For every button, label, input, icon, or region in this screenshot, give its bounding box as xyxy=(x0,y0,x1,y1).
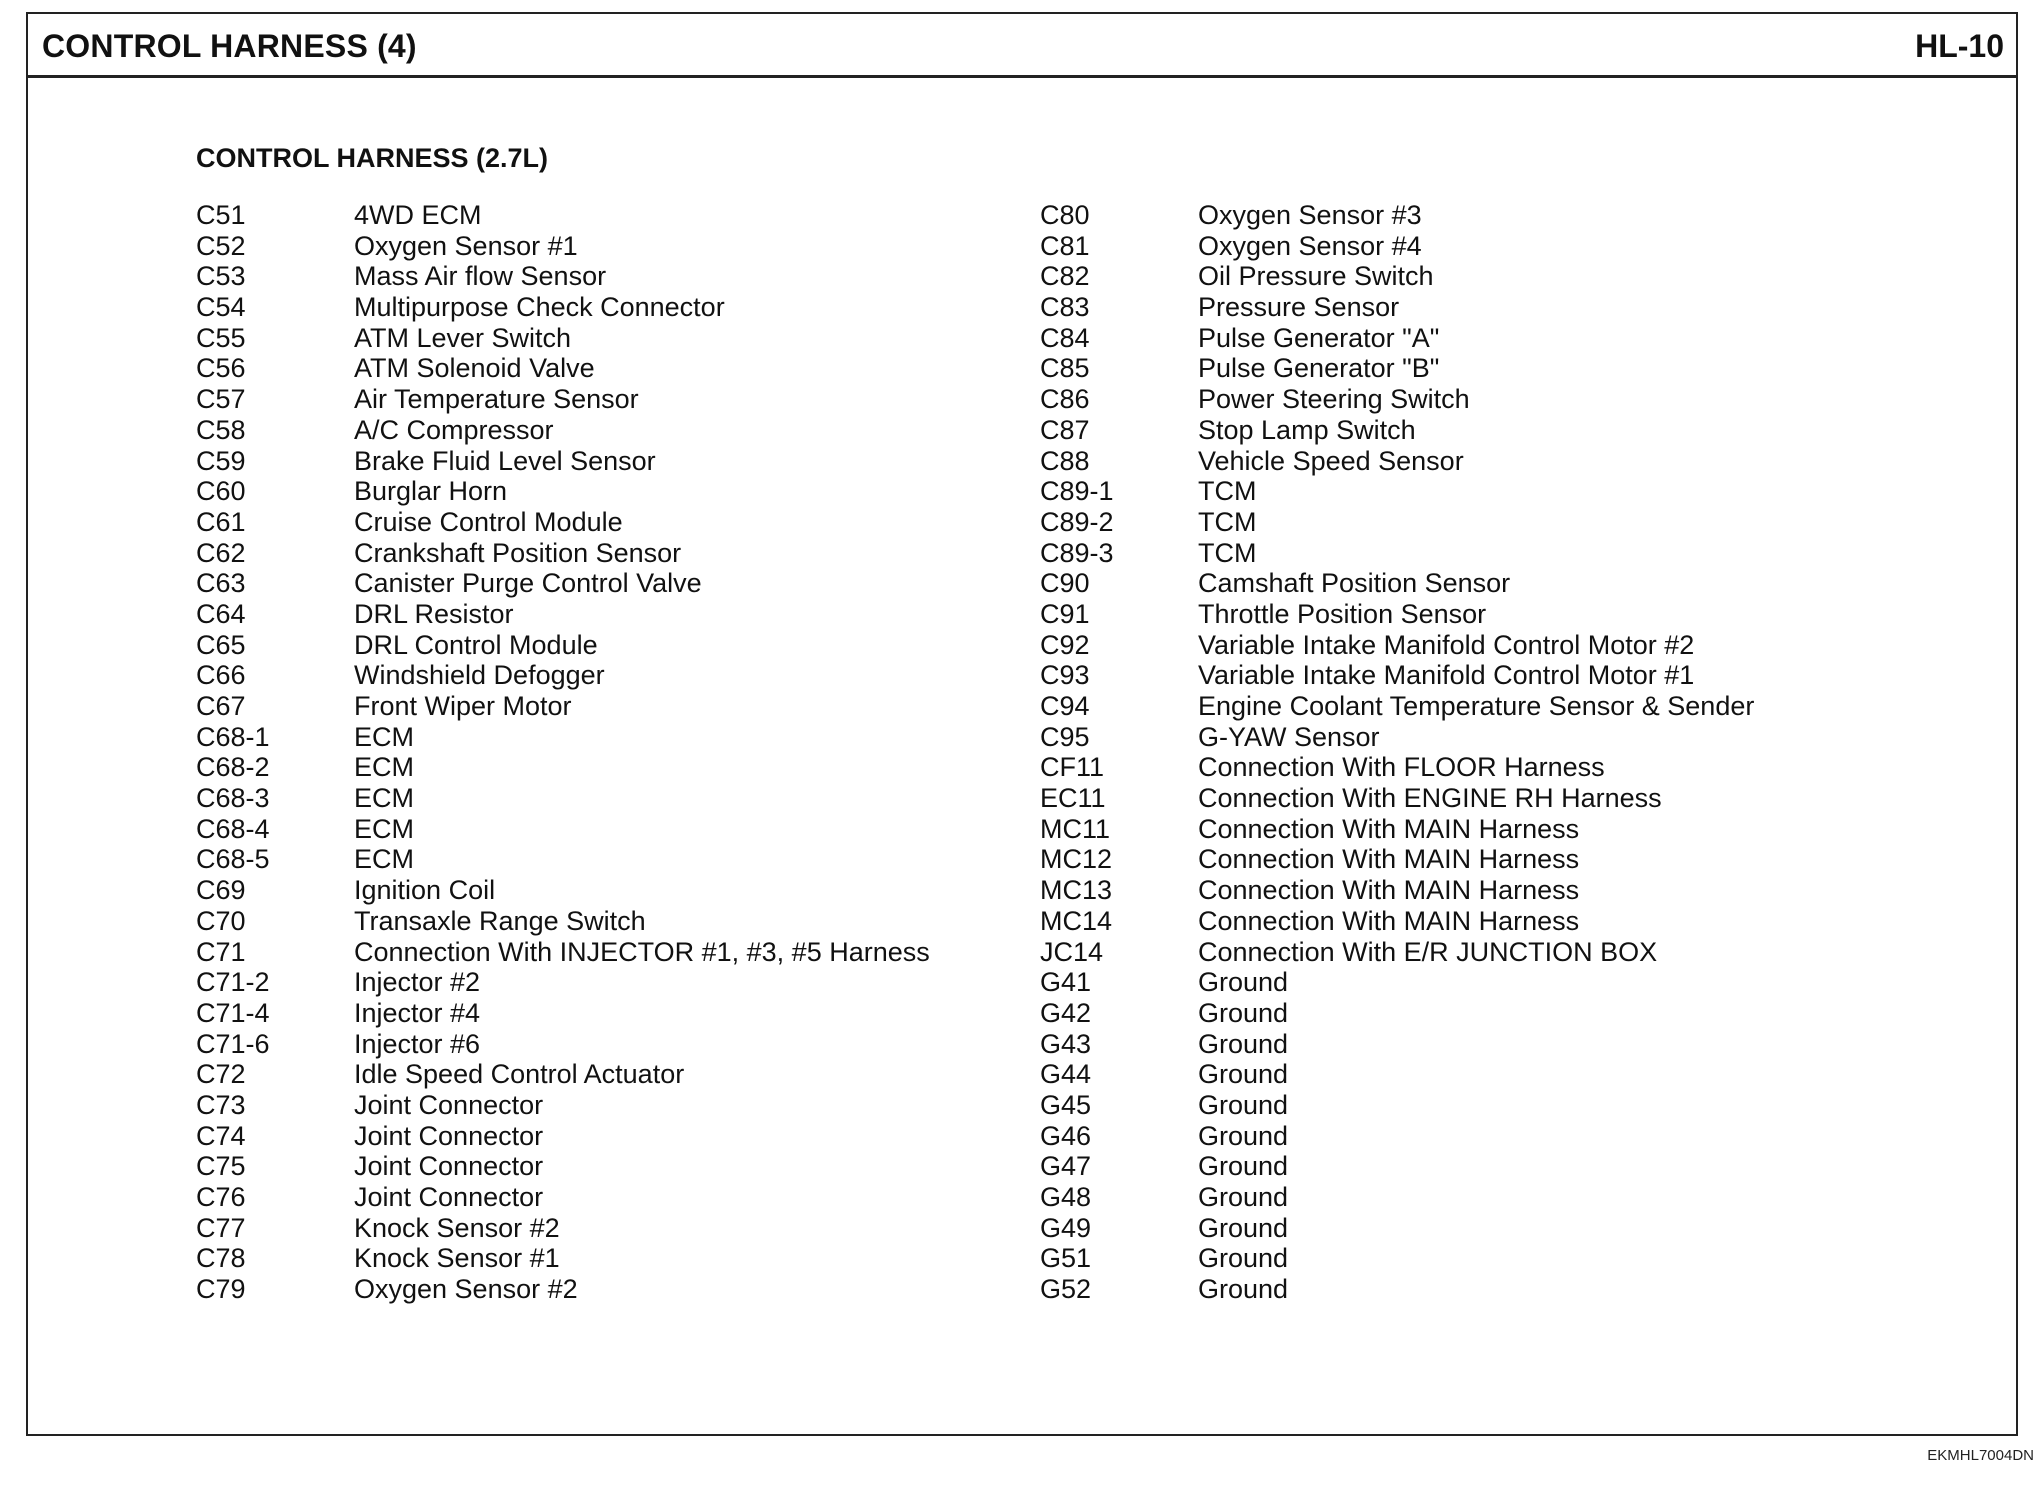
connector-description: Ignition Coil xyxy=(354,875,496,906)
connector-code: C90 xyxy=(1040,568,1090,599)
connector-description: Vehicle Speed Sensor xyxy=(1198,445,1464,476)
connector-code: G45 xyxy=(1040,1089,1092,1120)
connector-code: C54 xyxy=(196,292,246,323)
connector-description: Ground xyxy=(1198,997,1289,1028)
connector-code: C86 xyxy=(1040,384,1090,415)
connector-row xyxy=(1040,967,1754,998)
connector-description: Oil Pressure Switch xyxy=(1198,261,1434,292)
connector-row xyxy=(1040,1090,1754,1121)
connector-code: C92 xyxy=(1040,629,1090,660)
connector-code: C68-4 xyxy=(196,813,270,844)
connector-description: ECM xyxy=(354,844,414,875)
connector-row xyxy=(196,906,930,937)
connector-row xyxy=(196,507,930,538)
connector-row xyxy=(1040,660,1754,691)
connector-row xyxy=(1040,1243,1754,1274)
connector-row xyxy=(196,1182,930,1213)
connector-row xyxy=(196,967,930,998)
connector-row xyxy=(196,200,930,231)
connector-code: G42 xyxy=(1040,997,1092,1028)
connector-code: C61 xyxy=(196,506,246,537)
connector-row xyxy=(196,722,930,753)
connector-row xyxy=(1040,292,1754,323)
connector-row xyxy=(196,630,930,661)
connector-row xyxy=(196,292,930,323)
connector-row xyxy=(196,568,930,599)
connector-row xyxy=(196,783,930,814)
connector-row xyxy=(196,875,930,906)
connector-row xyxy=(196,323,930,354)
connector-code: C69 xyxy=(196,875,246,906)
connector-description: Connection With INJECTOR #1, #3, #5 Harness xyxy=(354,936,930,967)
connector-row xyxy=(1040,538,1754,569)
connector-description: Injector #6 xyxy=(354,1028,481,1059)
connector-code: C58 xyxy=(196,414,246,445)
connector-description: Connection With ENGINE RH Harness xyxy=(1198,783,1662,814)
connector-row xyxy=(196,1243,930,1274)
connector-row xyxy=(196,261,930,292)
connector-code: CF11 xyxy=(1040,752,1105,783)
connector-row xyxy=(1040,568,1754,599)
connector-code: C77 xyxy=(196,1212,246,1243)
connector-description: Pressure Sensor xyxy=(1198,292,1400,323)
connector-code: G41 xyxy=(1040,967,1092,998)
connector-row xyxy=(1040,200,1754,231)
section-title: CONTROL HARNESS (2.7L) xyxy=(196,143,549,173)
connector-row xyxy=(196,353,930,384)
connector-row xyxy=(1040,1274,1754,1305)
connector-description: Ground xyxy=(1198,1120,1289,1151)
connector-description: A/C Compressor xyxy=(354,414,554,445)
connector-description: Ground xyxy=(1198,1151,1289,1182)
connector-description: Variable Intake Manifold Control Motor #1 xyxy=(1198,660,1695,691)
connector-row xyxy=(1040,906,1754,937)
connector-description: Windshield Defogger xyxy=(354,660,605,691)
connector-row xyxy=(196,599,930,630)
connector-description: Front Wiper Motor xyxy=(354,691,572,721)
connector-description: ECM xyxy=(354,813,414,844)
connector-description: Ground xyxy=(1198,1182,1289,1212)
connector-code: C64 xyxy=(196,598,246,629)
connector-description: Knock Sensor #1 xyxy=(354,1243,560,1274)
connector-description: G-YAW Sensor xyxy=(1198,721,1380,752)
connector-row xyxy=(196,1059,930,1090)
connector-row xyxy=(1040,476,1754,507)
connector-description: TCM xyxy=(1198,476,1257,507)
connector-row xyxy=(196,844,930,875)
connector-description: Connection With MAIN Harness xyxy=(1198,905,1580,936)
connector-row xyxy=(1040,323,1754,354)
connector-code: C95 xyxy=(1040,721,1090,752)
connector-description: Ground xyxy=(1198,1243,1289,1274)
connector-code: G46 xyxy=(1040,1120,1092,1151)
connector-row xyxy=(1040,261,1754,292)
connector-code: C66 xyxy=(196,660,246,691)
connector-description: Transaxle Range Switch xyxy=(354,905,646,936)
connector-code: JC14 xyxy=(1040,936,1104,967)
connector-description: Knock Sensor #2 xyxy=(354,1212,560,1243)
connector-row xyxy=(196,446,930,477)
connector-description: DRL Resistor xyxy=(354,598,514,629)
connector-row xyxy=(1040,384,1754,415)
connector-row xyxy=(196,998,930,1029)
connector-code: C56 xyxy=(196,353,246,384)
connector-code: C75 xyxy=(196,1151,246,1182)
connector-description: Engine Coolant Temperature Sensor & Sender xyxy=(1198,691,1755,721)
connector-description: ECM xyxy=(354,721,414,752)
connector-code: MC13 xyxy=(1040,875,1113,906)
connector-code: C81 xyxy=(1040,230,1090,261)
connector-code: C53 xyxy=(196,261,246,292)
connector-description: DRL Control Module xyxy=(354,629,598,660)
connector-description: Joint Connector xyxy=(354,1151,544,1182)
connector-row xyxy=(196,476,930,507)
connector-description: Camshaft Position Sensor xyxy=(1198,568,1511,599)
connector-row xyxy=(196,1213,930,1244)
connector-description: Ground xyxy=(1198,1059,1289,1090)
connector-row xyxy=(1040,446,1754,477)
connector-code: C63 xyxy=(196,568,246,599)
connector-row xyxy=(1040,691,1754,722)
connector-code: G52 xyxy=(1040,1274,1092,1305)
connector-description: ECM xyxy=(354,752,414,783)
connector-code: MC12 xyxy=(1040,844,1113,875)
connector-code: C68-2 xyxy=(196,752,270,783)
connector-row xyxy=(1040,722,1754,753)
connector-description: Mass Air flow Sensor xyxy=(354,261,607,292)
connector-row xyxy=(196,1151,930,1182)
connector-code: C68-5 xyxy=(196,844,270,875)
connector-row xyxy=(1040,1059,1754,1090)
connector-code: G44 xyxy=(1040,1059,1092,1090)
connector-code: C71-6 xyxy=(196,1028,270,1059)
connector-description: ATM Solenoid Valve xyxy=(354,353,595,384)
connector-row xyxy=(1040,937,1754,968)
connector-row xyxy=(1040,783,1754,814)
connector-row xyxy=(1040,599,1754,630)
connector-code: C85 xyxy=(1040,353,1090,384)
connector-row xyxy=(196,1029,930,1060)
connector-code: EC11 xyxy=(1040,783,1106,814)
connector-code: C79 xyxy=(196,1274,246,1305)
connector-row xyxy=(1040,630,1754,661)
connector-description: Cruise Control Module xyxy=(354,506,623,537)
connector-description: Brake Fluid Level Sensor xyxy=(354,445,656,476)
connector-description: Ground xyxy=(1198,1028,1289,1059)
connector-row xyxy=(1040,1029,1754,1060)
connector-description: Variable Intake Manifold Control Motor #2 xyxy=(1198,629,1695,660)
connector-row xyxy=(1040,1182,1754,1213)
connector-code: C87 xyxy=(1040,414,1090,445)
connector-description: Oxygen Sensor #4 xyxy=(1198,230,1422,261)
connector-code: C71-2 xyxy=(196,967,270,998)
connector-description: Ground xyxy=(1198,1274,1289,1305)
connector-code: C72 xyxy=(196,1059,246,1090)
connector-description: 4WD ECM xyxy=(354,200,482,230)
connector-code: C76 xyxy=(196,1182,246,1212)
connector-description: Connection With MAIN Harness xyxy=(1198,875,1580,906)
connector-code: C55 xyxy=(196,322,246,353)
connector-description: Ground xyxy=(1198,1089,1289,1120)
connector-row xyxy=(196,691,930,722)
page-header xyxy=(28,14,2016,78)
connector-code: C68-1 xyxy=(196,721,270,752)
connector-row xyxy=(196,538,930,569)
connector-row xyxy=(196,660,930,691)
connector-row xyxy=(196,1121,930,1152)
connector-description: Ground xyxy=(1198,1212,1289,1243)
connector-description: Connection With MAIN Harness xyxy=(1198,844,1580,875)
connector-description: Connection With FLOOR Harness xyxy=(1198,752,1605,783)
connector-code: MC11 xyxy=(1040,813,1111,844)
connector-code: C78 xyxy=(196,1243,246,1274)
connector-description: Connection With E/R JUNCTION BOX xyxy=(1198,936,1658,967)
connector-code: MC14 xyxy=(1040,905,1113,936)
connector-row xyxy=(1040,507,1754,538)
connector-description: Power Steering Switch xyxy=(1198,384,1470,415)
connector-row xyxy=(196,231,930,262)
connector-row xyxy=(1040,1121,1754,1152)
connector-list-left xyxy=(196,200,930,1305)
connector-row xyxy=(1040,1213,1754,1244)
connector-description: Oxygen Sensor #2 xyxy=(354,1274,578,1305)
connector-description: Pulse Generator "A" xyxy=(1198,322,1440,353)
connector-description: Connection With MAIN Harness xyxy=(1198,813,1580,844)
connector-description: Oxygen Sensor #1 xyxy=(354,230,578,261)
connector-code: C89-2 xyxy=(1040,506,1114,537)
connector-description: Joint Connector xyxy=(354,1182,544,1212)
connector-row xyxy=(196,384,930,415)
connector-code: C88 xyxy=(1040,445,1090,476)
connector-code: C59 xyxy=(196,445,246,476)
connector-code: C82 xyxy=(1040,261,1090,292)
connector-code: C84 xyxy=(1040,322,1090,353)
connector-row xyxy=(1040,415,1754,446)
connector-code: C93 xyxy=(1040,660,1090,691)
connector-code: C83 xyxy=(1040,292,1090,323)
connector-code: C67 xyxy=(196,691,246,721)
connector-code: C71-4 xyxy=(196,997,270,1028)
connector-row xyxy=(196,1274,930,1305)
connector-code: C89-3 xyxy=(1040,537,1114,568)
connector-description: Multipurpose Check Connector xyxy=(354,292,725,323)
connector-description: Injector #4 xyxy=(354,997,481,1028)
connector-row xyxy=(196,752,930,783)
connector-code: G43 xyxy=(1040,1028,1092,1059)
connector-code: G48 xyxy=(1040,1182,1092,1212)
connector-description: Canister Purge Control Valve xyxy=(354,568,702,599)
connector-description: ECM xyxy=(354,783,414,814)
connector-code: C71 xyxy=(196,936,246,967)
connector-row xyxy=(196,415,930,446)
connector-code: C89-1 xyxy=(1040,476,1114,507)
connector-code: C51 xyxy=(196,200,246,230)
connector-code: C52 xyxy=(196,230,246,261)
connector-code: G49 xyxy=(1040,1212,1092,1243)
connector-description: Throttle Position Sensor xyxy=(1198,598,1487,629)
connector-row xyxy=(196,937,930,968)
connector-row xyxy=(1040,814,1754,845)
connector-description: Burglar Horn xyxy=(354,476,508,507)
connector-code: C73 xyxy=(196,1089,246,1120)
page-number: HL-10 xyxy=(1915,28,2004,64)
connector-row xyxy=(1040,998,1754,1029)
connector-row xyxy=(196,814,930,845)
connector-description: TCM xyxy=(1198,537,1257,568)
connector-description: Crankshaft Position Sensor xyxy=(354,537,682,568)
connector-code: C60 xyxy=(196,476,246,507)
connector-code: C68-3 xyxy=(196,783,270,814)
connector-description: Joint Connector xyxy=(354,1120,544,1151)
connector-row xyxy=(1040,353,1754,384)
page-title: CONTROL HARNESS (4) xyxy=(42,28,417,64)
connector-description: ATM Lever Switch xyxy=(354,322,572,353)
connector-code: C70 xyxy=(196,905,246,936)
connector-row xyxy=(1040,844,1754,875)
connector-description: Pulse Generator "B" xyxy=(1198,353,1440,384)
connector-list-right xyxy=(1040,200,1754,1305)
connector-row xyxy=(1040,1151,1754,1182)
connector-description: Stop Lamp Switch xyxy=(1198,414,1416,445)
connector-row xyxy=(1040,752,1754,783)
connector-code: C80 xyxy=(1040,200,1090,230)
connector-description: Ground xyxy=(1198,967,1289,998)
connector-code: C62 xyxy=(196,537,246,568)
connector-description: Injector #2 xyxy=(354,967,481,998)
connector-code: C91 xyxy=(1040,598,1090,629)
connector-code: C65 xyxy=(196,629,246,660)
connector-code: C74 xyxy=(196,1120,246,1151)
connector-description: Idle Speed Control Actuator xyxy=(354,1059,685,1090)
connector-description: Oxygen Sensor #3 xyxy=(1198,200,1422,230)
connector-row xyxy=(1040,875,1754,906)
connector-description: Air Temperature Sensor xyxy=(354,384,639,415)
connector-description: Joint Connector xyxy=(354,1089,544,1120)
connector-code: G47 xyxy=(1040,1151,1092,1182)
connector-description: TCM xyxy=(1198,506,1257,537)
connector-code: G51 xyxy=(1040,1243,1092,1274)
connector-row xyxy=(1040,231,1754,262)
connector-code: C57 xyxy=(196,384,246,415)
connector-code: C94 xyxy=(1040,691,1090,721)
document-code: EKMHL7004DN xyxy=(1927,1447,2034,1464)
connector-row xyxy=(196,1090,930,1121)
